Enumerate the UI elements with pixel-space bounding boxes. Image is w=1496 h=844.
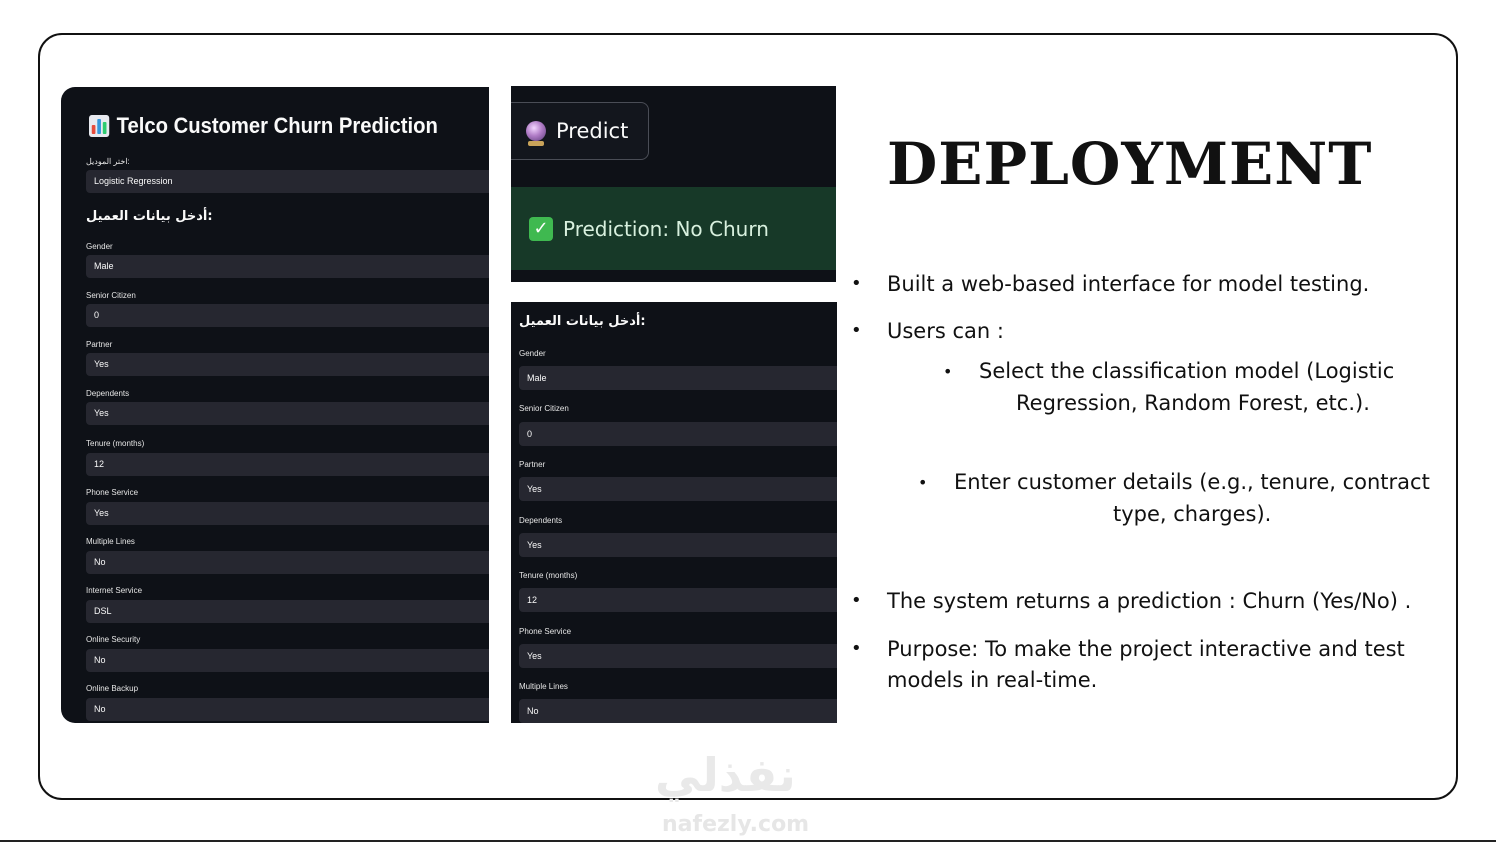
app-title bbox=[89, 113, 438, 139]
sub-bullet-text: Regression, Random Forest, etc.). bbox=[1016, 391, 1370, 415]
field-label: Senior Citizen bbox=[86, 291, 136, 300]
phone-service-select[interactable]: Yes bbox=[519, 644, 837, 668]
bullet-text: • The system returns a prediction : Churn (Yes/No) . bbox=[887, 589, 1411, 613]
field-label: Partner bbox=[519, 460, 546, 469]
app-title-text: Telco Customer Churn Prediction bbox=[116, 113, 438, 138]
field-label: Online Backup bbox=[86, 684, 139, 693]
model-select[interactable]: Logistic Regression bbox=[86, 170, 489, 193]
field-label: Tenure (months) bbox=[86, 439, 145, 448]
field-label: Dependents bbox=[519, 516, 563, 525]
field-label: Online Security bbox=[86, 635, 141, 644]
gender-select[interactable]: Male bbox=[86, 255, 489, 278]
slide-heading: DEPLOYMENT bbox=[887, 130, 1373, 198]
field-label: Multiple Lines bbox=[519, 682, 568, 691]
field-label: Internet Service bbox=[86, 586, 143, 595]
bullet-dot: • bbox=[918, 473, 928, 492]
senior-citizen-select[interactable]: 0 bbox=[519, 422, 837, 446]
sub-bullet-text: Enter customer details (e.g., tenure, contract bbox=[954, 470, 1430, 494]
field-label: Tenure (months) bbox=[519, 571, 578, 580]
field-label: Phone Service bbox=[519, 627, 572, 636]
multiple-lines-select[interactable]: No bbox=[519, 699, 837, 723]
prediction-text: Prediction: No Churn bbox=[563, 216, 769, 241]
bullet-text: • Purpose: To make the project interactive and test bbox=[887, 637, 1405, 661]
checkmark-icon: ✓ bbox=[529, 217, 553, 241]
prediction-result bbox=[511, 187, 836, 270]
form-screenshot bbox=[511, 302, 837, 723]
tenure-input[interactable]: 12 bbox=[86, 453, 489, 476]
predict-button[interactable] bbox=[511, 102, 649, 160]
dependents-select[interactable]: Yes bbox=[519, 533, 837, 557]
partner-select[interactable]: Yes bbox=[86, 353, 489, 376]
bullet-dot: • bbox=[943, 362, 953, 381]
online-security-select[interactable]: No bbox=[86, 649, 489, 672]
online-backup-select[interactable]: No bbox=[86, 698, 489, 721]
multiple-lines-select[interactable]: No bbox=[86, 551, 489, 574]
field-label: Gender bbox=[519, 349, 546, 358]
model-label: اختر الموديل: bbox=[86, 157, 130, 166]
left-app-screenshot bbox=[61, 87, 489, 723]
internet-service-select[interactable]: DSL bbox=[86, 600, 489, 623]
predict-screenshot bbox=[511, 86, 836, 282]
sub-bullet-text: type, charges). bbox=[1113, 502, 1272, 526]
bullet-text: • Users can : bbox=[887, 319, 1004, 343]
gender-select[interactable]: Male bbox=[519, 366, 837, 390]
dependents-select[interactable]: Yes bbox=[86, 402, 489, 425]
senior-citizen-select[interactable]: 0 bbox=[86, 304, 489, 327]
section-heading: أدخل بيانات العميل: bbox=[86, 209, 213, 224]
watermark-arabic: نفذلي bbox=[655, 748, 796, 802]
crystal-ball-icon bbox=[526, 121, 546, 141]
bar-chart-icon bbox=[89, 115, 109, 137]
field-label: Multiple Lines bbox=[86, 537, 135, 546]
field-label: Partner bbox=[86, 340, 113, 349]
partner-select[interactable]: Yes bbox=[519, 477, 837, 501]
watermark-latin: nafezly.com bbox=[662, 812, 810, 837]
sub-bullet-text: Select the classification model (Logistic bbox=[979, 359, 1395, 383]
field-label: Dependents bbox=[86, 389, 130, 398]
bottom-divider bbox=[0, 840, 1496, 842]
tenure-input[interactable]: 12 bbox=[519, 588, 837, 612]
phone-service-select[interactable]: Yes bbox=[86, 502, 489, 525]
field-label: Senior Citizen bbox=[519, 404, 569, 413]
bullet-text-cont: models in real-time. bbox=[887, 668, 1098, 692]
bullet-text: • Built a web-based interface for model testing. bbox=[887, 272, 1369, 296]
predict-button-label: Predict bbox=[556, 119, 629, 143]
field-label: Gender bbox=[86, 242, 113, 251]
field-label: Phone Service bbox=[86, 488, 139, 497]
section-heading: أدخل بيانات العميل: bbox=[519, 314, 646, 329]
